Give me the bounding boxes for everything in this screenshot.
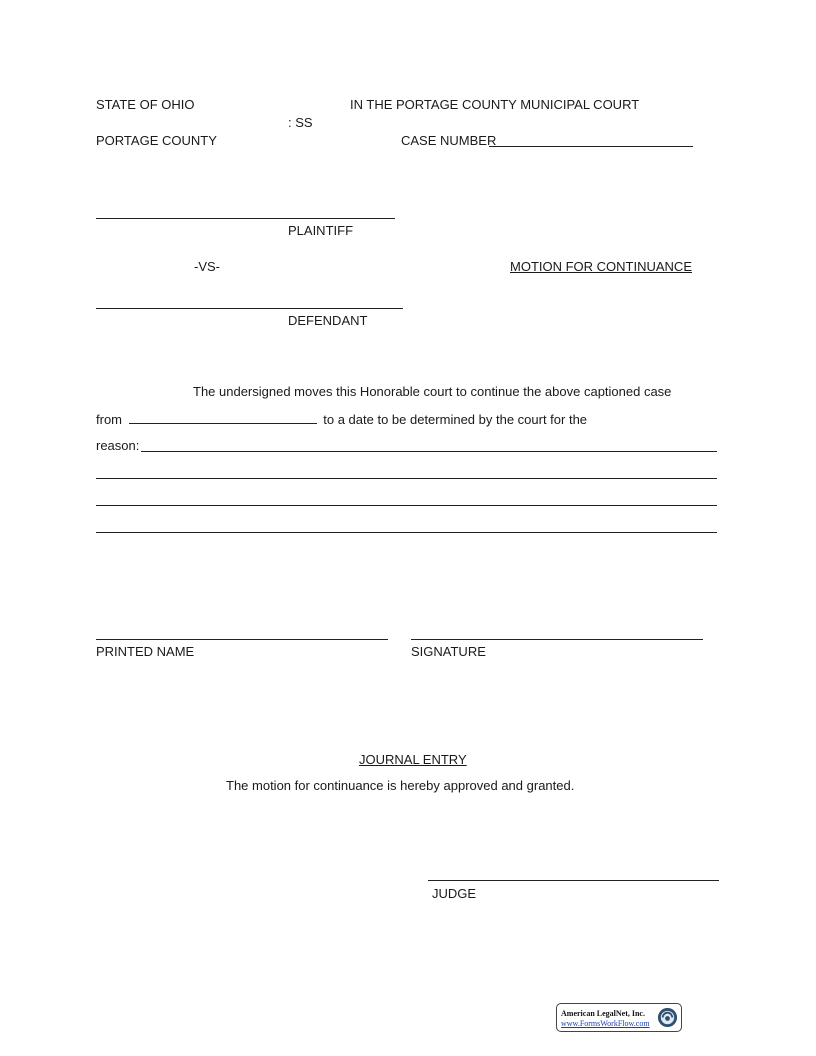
state-label: STATE OF OHIO: [96, 97, 195, 112]
reason-label: reason:: [96, 438, 140, 453]
from-date-field[interactable]: [129, 411, 317, 424]
ss-label: : SS: [288, 115, 313, 130]
signature-field[interactable]: [411, 639, 703, 640]
case-number-label: CASE NUMBER: [401, 133, 497, 148]
court-name: IN THE PORTAGE COUNTY MUNICIPAL COURT: [350, 97, 640, 112]
plaintiff-name-field[interactable]: [96, 218, 395, 219]
reason-field-line-4[interactable]: [96, 532, 717, 533]
reason-field-line-3[interactable]: [96, 505, 717, 506]
reason-field-line-1[interactable]: [141, 451, 717, 452]
american-legalnet-logo[interactable]: [556, 1003, 682, 1032]
defendant-label: DEFENDANT: [288, 313, 368, 328]
to-label: to a date to be determined by the court for the: [323, 412, 588, 427]
globe-icon: [657, 1007, 678, 1028]
case-number-field[interactable]: [489, 146, 693, 147]
journal-entry-title: JOURNAL ENTRY: [359, 752, 467, 767]
from-line: [96, 411, 587, 428]
from-label: from: [96, 412, 122, 427]
logo-company-name: American LegalNet, Inc.: [561, 1009, 645, 1018]
judge-signature-field[interactable]: [428, 880, 719, 881]
printed-name-field[interactable]: [96, 639, 388, 640]
plaintiff-label: PLAINTIFF: [288, 223, 354, 238]
reason-field-line-2[interactable]: [96, 478, 717, 479]
motion-title: MOTION FOR CONTINUANCE: [510, 259, 692, 274]
signature-label: SIGNATURE: [411, 644, 486, 659]
journal-entry-text: The motion for continuance is hereby approved and granted.: [226, 778, 575, 793]
judge-label: JUDGE: [432, 886, 477, 901]
county-label: PORTAGE COUNTY: [96, 133, 217, 148]
defendant-name-field[interactable]: [96, 308, 403, 309]
logo-url-link[interactable]: www.FormsWorkFlow.com: [561, 1019, 650, 1028]
vs-label: -VS-: [194, 259, 220, 274]
motion-paragraph-line1: The undersigned moves this Honorable court to continue the above captioned case: [193, 384, 672, 399]
printed-name-label: PRINTED NAME: [96, 644, 195, 659]
